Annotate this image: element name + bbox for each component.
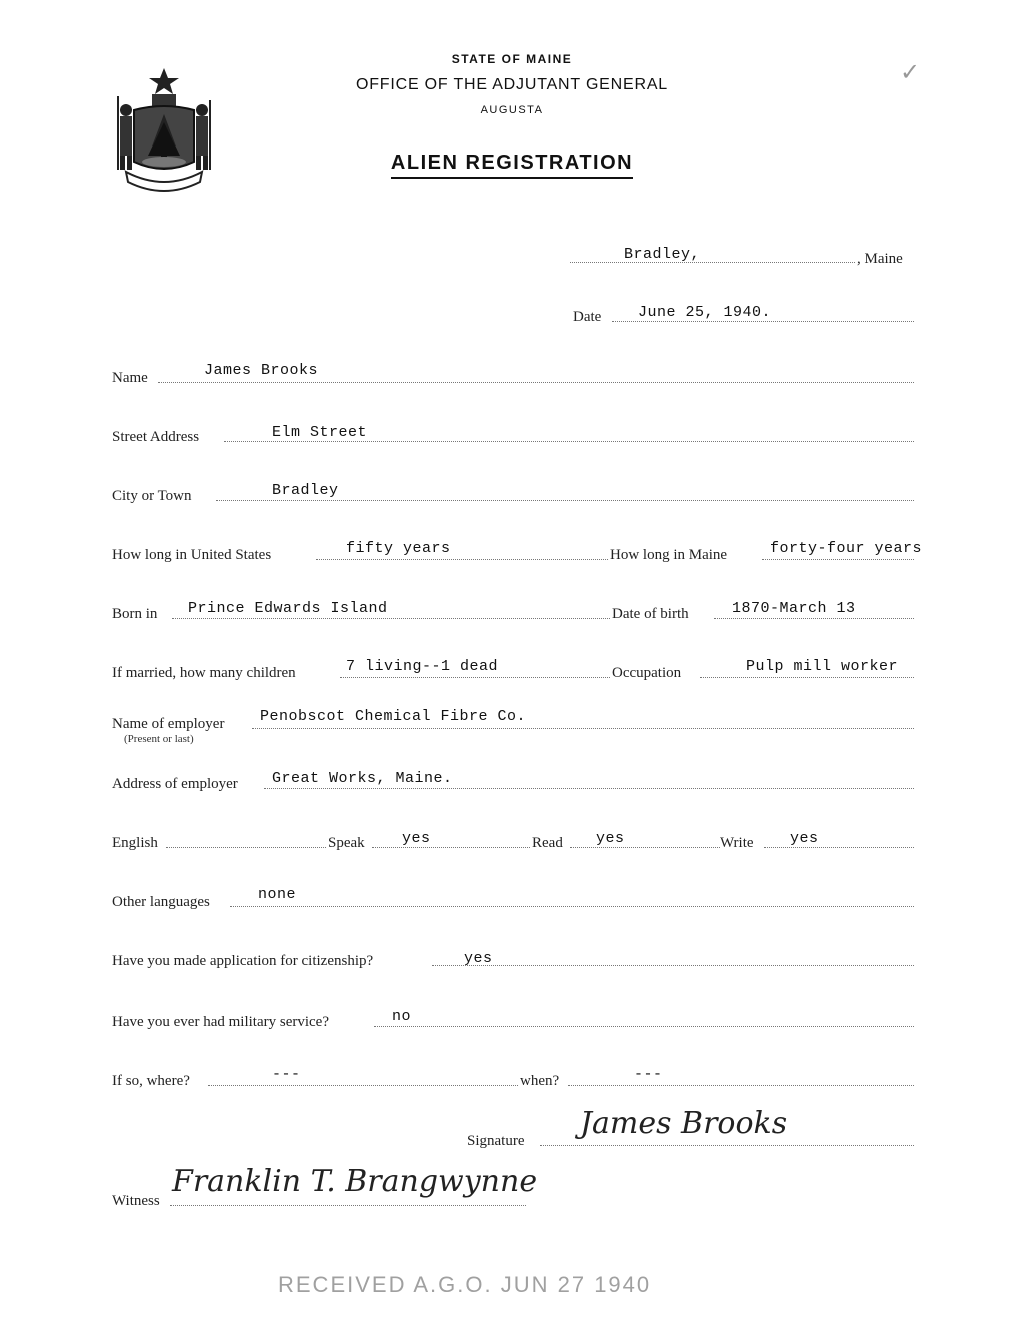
signature-label: Signature bbox=[467, 1133, 525, 1149]
checkmark-annotation: ✓ bbox=[900, 58, 921, 86]
military-value: no bbox=[392, 1008, 412, 1025]
write-label: Write bbox=[720, 835, 754, 851]
speak-value: yes bbox=[402, 830, 431, 847]
citizenship-value: yes bbox=[464, 950, 493, 967]
military-label: Have you ever had military service? bbox=[112, 1014, 329, 1030]
english-label: English bbox=[112, 835, 158, 851]
employer-sublabel: (Present or last) bbox=[124, 733, 194, 745]
children-label: If married, how many children bbox=[112, 665, 296, 681]
employer-address-label: Address of employer bbox=[112, 776, 238, 792]
us-duration-label: How long in United States bbox=[112, 547, 272, 563]
read-value: yes bbox=[596, 830, 625, 847]
place-suffix: , Maine bbox=[857, 251, 903, 267]
header-city: AUGUSTA bbox=[480, 104, 544, 116]
born-label: Born in bbox=[112, 606, 158, 622]
citizenship-label: Have you made application for citizenship? bbox=[112, 953, 374, 969]
occupation-value: Pulp mill worker bbox=[746, 658, 899, 675]
dob-value: 1870-March 13 bbox=[732, 600, 856, 617]
name-label: Name bbox=[112, 370, 148, 386]
city-label: City or Town bbox=[112, 488, 192, 504]
other-languages-label: Other languages bbox=[112, 894, 210, 910]
us-duration-value: fifty years bbox=[346, 540, 451, 557]
header-office: OFFICE OF THE ADJUTANT GENERAL bbox=[355, 76, 669, 93]
employer-label: Name of employer bbox=[112, 716, 225, 732]
witness-value: Franklin T. Brangwynne bbox=[172, 1164, 538, 1199]
form-title: ALIEN REGISTRATION bbox=[362, 152, 662, 175]
name-value: James Brooks bbox=[204, 362, 319, 379]
when-label: when? bbox=[520, 1073, 560, 1089]
when-value: --- bbox=[634, 1066, 663, 1083]
write-value: yes bbox=[790, 830, 819, 847]
witness-label: Witness bbox=[112, 1193, 160, 1209]
born-value: Prince Edwards Island bbox=[188, 600, 388, 617]
employer-value: Penobscot Chemical Fibre Co. bbox=[260, 708, 527, 725]
where-value: --- bbox=[272, 1066, 301, 1083]
received-stamp: RECEIVED A.G.O. JUN 27 1940 bbox=[278, 1272, 652, 1297]
signature-value: James Brooks bbox=[580, 1106, 788, 1141]
where-label: If so, where? bbox=[112, 1073, 190, 1089]
speak-label: Speak bbox=[328, 835, 365, 851]
maine-duration-label: How long in Maine bbox=[610, 547, 728, 563]
date-label: Date bbox=[573, 309, 602, 325]
occupation-label: Occupation bbox=[612, 665, 682, 681]
place-value: Bradley, bbox=[624, 246, 701, 263]
dob-label: Date of birth bbox=[612, 606, 689, 622]
read-label: Read bbox=[532, 835, 563, 851]
maine-seal-icon bbox=[112, 66, 216, 194]
other-languages-value: none bbox=[258, 886, 297, 903]
header-state: STATE OF MAINE bbox=[451, 52, 573, 66]
maine-duration-value: forty-four years bbox=[770, 540, 923, 557]
children-value: 7 living--1 dead bbox=[346, 658, 499, 675]
street-label: Street Address bbox=[112, 429, 200, 445]
date-value: June 25, 1940. bbox=[638, 304, 772, 321]
employer-address-value: Great Works, Maine. bbox=[272, 770, 453, 787]
city-value: Bradley bbox=[272, 482, 339, 499]
street-value: Elm Street bbox=[272, 424, 368, 441]
